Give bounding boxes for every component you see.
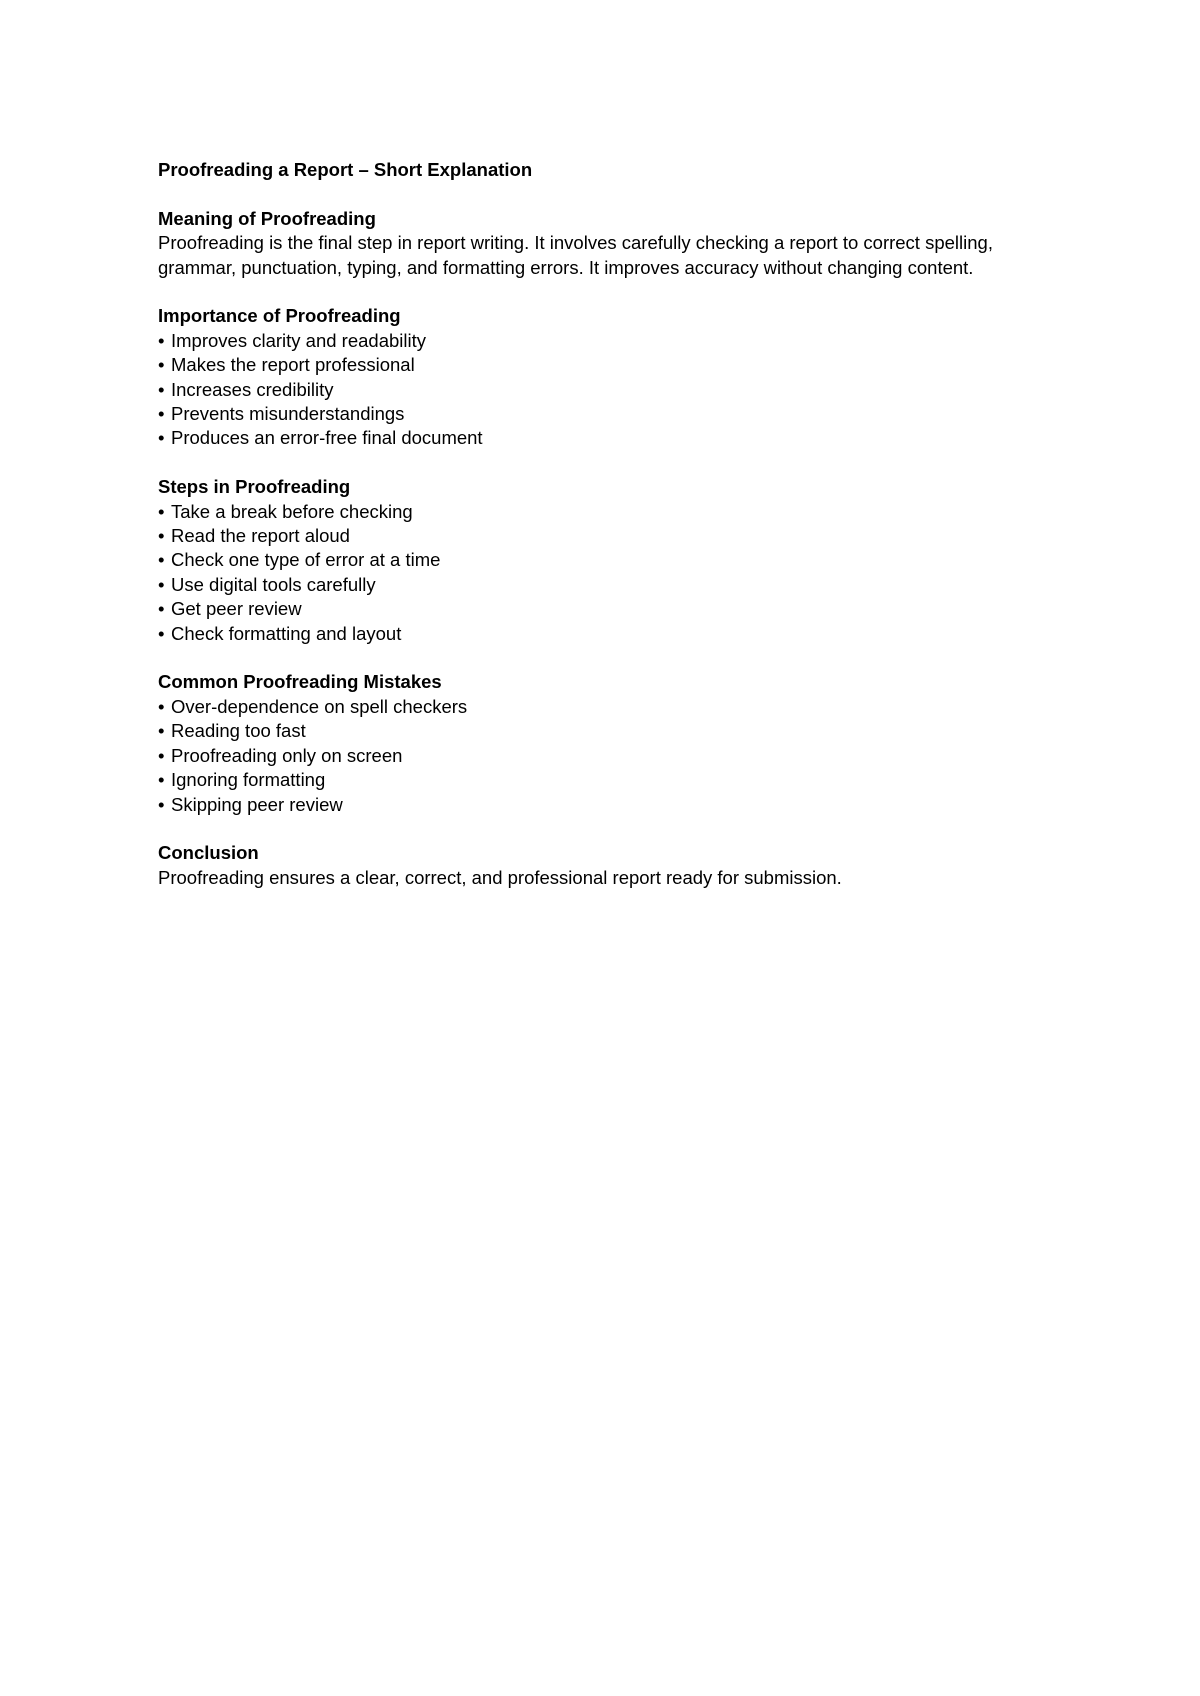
bullet-list-mistakes [158,695,1018,817]
section-paragraph-meaning: Proofreading is the final step in report writing. It involves carefully checking a report to correct spelling, grammar, punctuation, typing, and formatting errors. It improves accuracy without changing content. [158,232,993,278]
bullet-icon: • [158,403,165,425]
section-heading-importance: Importance of Proofreading [158,305,401,327]
section-heading-meaning: Meaning of Proofreading [158,207,376,229]
list-item-text: Check formatting and layout [171,622,402,644]
bullet-icon: • [158,329,165,351]
bullet-icon: • [158,769,165,791]
document-content [158,158,1018,890]
document-title: Proofreading a Report – Short Explanation [158,159,533,180]
section-paragraph-conclusion: Proofreading ensures a clear, correct, and professional report ready for submission. [158,866,842,888]
bullet-icon: • [158,549,165,571]
bullet-icon: • [158,525,165,547]
bullet-icon: • [158,500,165,522]
bullet-icon: • [158,720,165,742]
list-item [158,426,1018,450]
list-item-text: Ignoring formatting [171,769,326,791]
list-item [158,597,1018,621]
list-item-text: Check one type of error at a time [171,549,441,571]
list-item [158,500,1018,524]
section-steps [158,475,1018,646]
list-item [158,548,1018,572]
section-heading-mistakes: Common Proofreading Mistakes [158,671,442,693]
list-item [158,402,1018,426]
list-item-text: Makes the report professional [171,354,415,376]
bullet-icon: • [158,598,165,620]
list-item-text: Get peer review [171,598,302,620]
list-item-text: Over-dependence on spell checkers [171,695,468,717]
list-item-text: Improves clarity and readability [171,329,426,351]
list-item-text: Proofreading only on screen [171,744,403,766]
list-item [158,622,1018,646]
list-item [158,378,1018,402]
section-meaning [158,207,1018,280]
bullet-icon: • [158,695,165,717]
bullet-icon: • [158,793,165,815]
list-item-text: Read the report aloud [171,525,350,547]
list-item-text: Take a break before checking [171,500,413,522]
list-item [158,353,1018,377]
section-heading-steps: Steps in Proofreading [158,476,351,498]
list-item-text: Prevents misunderstandings [171,403,405,425]
section-heading-conclusion: Conclusion [158,842,259,864]
bullet-list-importance [158,329,1018,451]
bullet-icon: • [158,622,165,644]
list-item [158,524,1018,548]
list-item-text: Use digital tools carefully [171,573,376,595]
list-item [158,768,1018,792]
list-item-text: Increases credibility [171,378,334,400]
list-item-text: Skipping peer review [171,793,343,815]
bullet-icon: • [158,427,165,449]
section-conclusion [158,841,1018,890]
list-item [158,719,1018,743]
bullet-icon: • [158,378,165,400]
list-item [158,573,1018,597]
bullet-icon: • [158,354,165,376]
list-item-text: Reading too fast [171,720,306,742]
bullet-list-steps [158,500,1018,646]
bullet-icon: • [158,573,165,595]
list-item [158,329,1018,353]
list-item [158,793,1018,817]
bullet-icon: • [158,744,165,766]
section-mistakes [158,670,1018,816]
list-item-text: Produces an error-free final document [171,427,483,449]
list-item [158,744,1018,768]
list-item [158,695,1018,719]
section-importance [158,304,1018,450]
